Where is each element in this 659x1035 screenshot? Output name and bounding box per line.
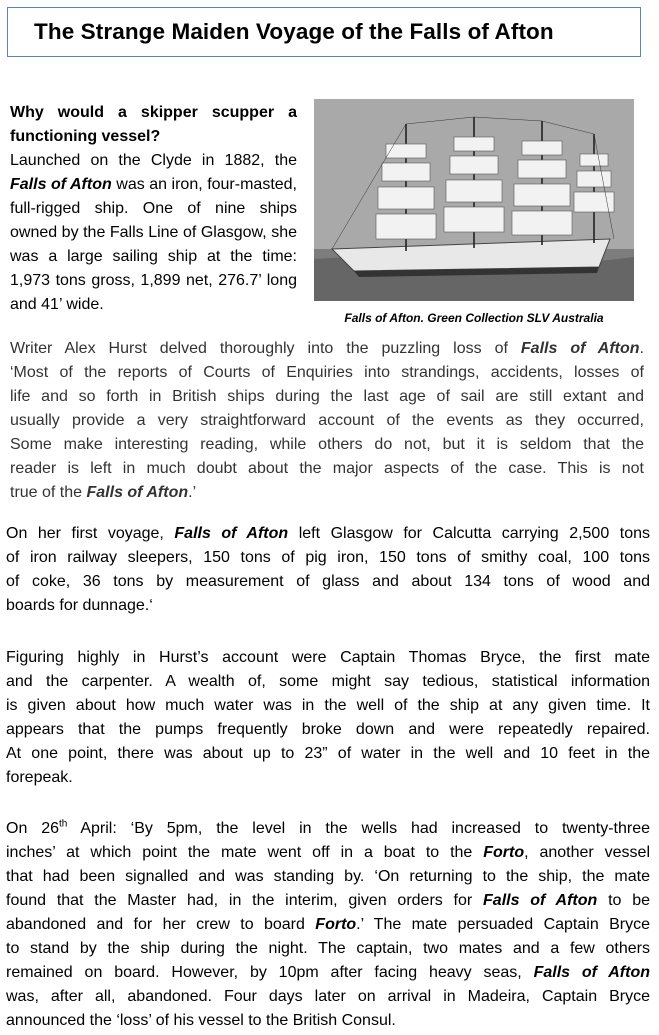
text-line: that had been signalled and was standing by. ‘On returning to the ship, the mate — [6, 868, 650, 885]
text-line: of coke, 36 tons by measurement of glass and about 134 tons of wood and — [6, 573, 650, 590]
text-line: remained on board. However, by 10pm after facing heavy seas, Falls of Afton — [6, 964, 650, 981]
text-line: and the carpenter. A wealth of, some might say tedious, statistical information — [6, 673, 650, 690]
hurst-account-paragraph — [6, 646, 650, 790]
text-line: abandoned and for her crew to board Forto.’ The mate persuaded Captain Bryce — [6, 916, 650, 933]
quote-paragraph — [10, 337, 644, 505]
text-line: of iron railway sleepers, 150 tons of pig iron, 150 tons of smithy coal, 100 tons — [6, 549, 650, 566]
text-line: appears that the pumps frequently broke down and were repeatedly repaired. — [6, 721, 650, 738]
text-line: On 26th April: ‘By 5pm, the level in the wells had increased to twenty-three — [6, 818, 650, 837]
abandonment-paragraph — [6, 817, 650, 1033]
photo-caption: Falls of Afton. Green Collection SLV Australia — [344, 311, 604, 325]
text-line: inches’ at which point the mate went off in a boat to the Forto, another vessel — [6, 844, 650, 861]
text-line: On her first voyage, Falls of Afton left Glasgow for Calcutta carrying 2,500 tons — [6, 525, 651, 542]
text-line: forepeak. — [6, 769, 73, 786]
quote-line: Some make interesting reading, while others do not, but it is seldom that the — [10, 436, 644, 453]
quote-line: true of the Falls of Afton.’ — [10, 484, 197, 501]
text-line: Figuring highly in Hurst’s account were Captain Thomas Bryce, the first mate — [6, 649, 650, 666]
text-line: found that the Master had, in the interim, given orders for Falls of Afton to be — [6, 892, 651, 909]
text-line: is given about how much water was in the well of the ship at any given time. It — [6, 697, 650, 714]
voyage-cargo-paragraph — [6, 522, 650, 618]
text-line: At one point, there was about up to 23” of water in the well and 10 feet in the — [6, 745, 650, 762]
intro-question: Why would a skipper scupper a functioning vessel? — [10, 104, 297, 145]
quote-line: life and so forth in British ships during the last age of sail are still extant and — [10, 388, 644, 405]
text-line: to stand by the ship during the night. The captain, two mates and a few others — [6, 940, 650, 957]
quote-line: ‘Most of the reports of Courts of Enquiries into strandings, accidents, losses of — [10, 364, 644, 381]
page-title: The Strange Maiden Voyage of the Falls of Afton — [34, 19, 554, 44]
ship-name: Falls of Afton — [10, 176, 112, 193]
quote-line: reader is left in much doubt about the major aspects of the case. This is not — [10, 460, 644, 477]
intro-text-1: Launched on the Clyde in 1882, the — [10, 152, 297, 169]
four-masted-ship-image — [314, 99, 634, 301]
text-line: boards for dunnage.‘ — [6, 597, 153, 614]
intro-text-2: was an iron, four-masted, full-rigged ship. One of nine ships owned by the Falls Line of Glasgow, she was a large sailing ship at the time: 1,973 tons gross, 1,899 net, 276.7’ long and 41’ wide. — [10, 176, 298, 313]
quote-line: usually provide a very straightforward account of the events as they occurred, — [10, 412, 644, 429]
intro-paragraph — [10, 101, 297, 317]
text-line: announced the ‘loss’ of his vessel to the British Consul. — [6, 1012, 396, 1029]
ship-photo — [314, 99, 634, 301]
quote-line: Writer Alex Hurst delved thoroughly into the puzzling loss of Falls of Afton. — [10, 340, 644, 357]
title-box — [7, 7, 641, 57]
text-line: was, after all, abandoned. Four days later on arrival in Madeira, Captain Bryce — [6, 988, 650, 1005]
